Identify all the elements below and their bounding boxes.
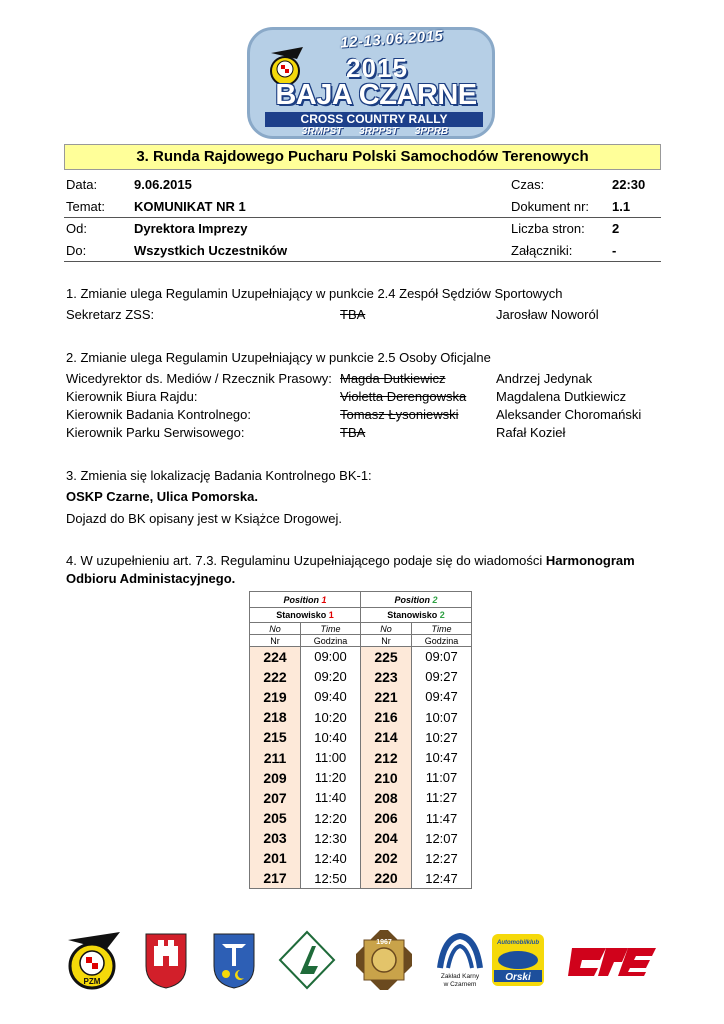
inspection-note: Dojazd do BK opisany jest w Książce Drogowej. bbox=[66, 511, 343, 526]
subject-label: Temat: bbox=[66, 199, 106, 214]
table-row: 205 12:20 206 11:47 bbox=[250, 808, 472, 828]
zaklad-line2: w Czarnem bbox=[443, 981, 477, 988]
official-row bbox=[66, 370, 666, 388]
section-1-row bbox=[66, 306, 666, 324]
section-4-bold: Harmonogram bbox=[545, 553, 635, 568]
doc-number-value: 1.1 bbox=[612, 199, 631, 214]
new-value: Aleksander Choromański bbox=[496, 407, 642, 422]
stanowisko-2-header: Stanowisko 2 bbox=[361, 608, 472, 623]
section-4-bold-line: Odbioru Administacyjnego. bbox=[66, 571, 236, 586]
table-row: 217 12:50 220 12:47 bbox=[250, 869, 472, 889]
time-value: 22:30 bbox=[612, 177, 646, 192]
pzm-text: PZM bbox=[83, 977, 101, 986]
divider bbox=[64, 261, 661, 262]
official-row bbox=[66, 406, 666, 424]
table-row: 224 09:00 225 09:07 bbox=[250, 647, 472, 667]
col-nr: Nr bbox=[361, 635, 412, 647]
col-no: No bbox=[361, 623, 412, 635]
meta-row-subject bbox=[64, 196, 661, 218]
inspection-location: OSKP Czarne, Ulica Pomorska. bbox=[66, 489, 258, 504]
logo-year: 2015 bbox=[346, 53, 408, 83]
old-value: Violetta Derengowska bbox=[340, 389, 467, 404]
section-2-heading: 2. Zmianie ulega Regulamin Uzupełniający w punkcie 2.5 Osoby Oficjalne bbox=[66, 350, 491, 365]
automobilklub-orski-icon bbox=[490, 930, 546, 990]
meta-row-date bbox=[64, 174, 661, 196]
official-row bbox=[66, 424, 666, 442]
table-row: 209 11:20 210 11:07 bbox=[250, 768, 472, 788]
section-4-plain: 4. W uzupełnieniu art. 7.3. Regulaminu Uzupełniającego podaje się do wiadomości bbox=[66, 553, 546, 568]
table-row: 201 12:40 202 12:27 bbox=[250, 848, 472, 868]
table-row: 207 11:40 208 11:27 bbox=[250, 788, 472, 808]
date-value: 9.06.2015 bbox=[134, 177, 192, 192]
section-4-text bbox=[66, 552, 635, 570]
role-label: Wicedyrektor ds. Mediów / Rzecznik Prasowy: bbox=[66, 371, 332, 386]
subject-value: KOMUNIKAT NR 1 bbox=[134, 199, 246, 214]
official-row bbox=[66, 388, 666, 406]
section-3-heading: 3. Zmienia się lokalizację Badania Kontrolnego BK-1: bbox=[66, 468, 372, 483]
ore-logo-icon bbox=[566, 930, 658, 990]
table-row: 218 10:20 216 10:07 bbox=[250, 707, 472, 727]
logo-rounds bbox=[267, 126, 483, 137]
to-label: Do: bbox=[66, 243, 87, 258]
role-label: Sekretarz ZSS: bbox=[66, 307, 155, 322]
logo-round-1: 3RMPST bbox=[301, 126, 343, 137]
to-value: Wszystkich Uczestników bbox=[134, 243, 288, 258]
zaklad-karny-icon bbox=[430, 930, 490, 990]
zaklad-line1: Zakład Karny bbox=[440, 973, 480, 980]
col-godzina: Godzina bbox=[412, 635, 472, 647]
auto-top-text: Automobilklub bbox=[497, 940, 539, 946]
coat-of-arms-2-icon bbox=[212, 930, 256, 990]
logo-name: BAJA CZARNE bbox=[275, 79, 477, 111]
table-row: 215 10:40 214 10:27 bbox=[250, 727, 472, 747]
logo-dates: 12-13.06.2015 bbox=[339, 27, 444, 52]
year-1967-text: 1967 bbox=[376, 939, 392, 946]
position-2-header: Position 2 bbox=[361, 592, 472, 608]
attachments-label: Załączniki: bbox=[511, 243, 573, 258]
new-value: Magdalena Dutkiewicz bbox=[496, 389, 627, 404]
role-label: Kierownik Biura Rajdu: bbox=[66, 389, 198, 404]
new-value: Andrzej Jedynak bbox=[496, 371, 593, 386]
page-title: 3. Runda Rajdowego Pucharu Polski Samochodów Terenowych bbox=[64, 144, 661, 170]
rally-logo bbox=[247, 27, 495, 139]
logo-round-3: 3PPRB bbox=[414, 126, 449, 137]
meta-row-to bbox=[64, 240, 661, 262]
old-value: TBA bbox=[340, 307, 366, 322]
old-value: TBA bbox=[340, 425, 366, 440]
pzm-logo-icon bbox=[66, 930, 122, 990]
role-label: Kierownik Badania Kontrolnego: bbox=[66, 407, 252, 422]
old-value: Magda Dutkiewicz bbox=[340, 371, 446, 386]
table-row: 219 09:40 221 09:47 bbox=[250, 687, 472, 707]
col-no: No bbox=[250, 623, 301, 635]
attachments-value: - bbox=[612, 243, 617, 258]
table-row: 211 11:00 212 10:47 bbox=[250, 747, 472, 767]
date-label: Data: bbox=[66, 177, 98, 192]
new-value: Rafał Kozieł bbox=[496, 425, 566, 440]
coat-of-arms-1-icon bbox=[144, 930, 188, 990]
col-time: Time bbox=[412, 623, 472, 635]
meta-row-from bbox=[64, 218, 661, 240]
position-1-header: Position 1 bbox=[250, 592, 361, 608]
logo-subtitle: CROSS COUNTRY RALLY bbox=[265, 112, 483, 127]
pages-label: Liczba stron: bbox=[511, 221, 585, 236]
section-1-heading: 1. Zmianie ulega Regulamin Uzupełniający w punkcie 2.4 Zespół Sędziów Sportowych bbox=[66, 286, 563, 301]
col-godzina: Godzina bbox=[301, 635, 361, 647]
new-value: Jarosław Noworól bbox=[496, 307, 599, 322]
logo-round-2: 3RPPST bbox=[359, 126, 399, 137]
lasy-panstwowe-icon bbox=[278, 930, 336, 990]
schedule-table bbox=[249, 591, 472, 889]
emblem-1967-icon bbox=[356, 930, 412, 990]
col-nr: Nr bbox=[250, 635, 301, 647]
col-time: Time bbox=[301, 623, 361, 635]
table-row: 222 09:20 223 09:27 bbox=[250, 667, 472, 687]
table-row: 203 12:30 204 12:07 bbox=[250, 828, 472, 848]
auto-name-text: Orski bbox=[505, 972, 531, 983]
old-value: Tomasz Łysoniewski bbox=[340, 407, 459, 422]
role-label: Kierownik Parku Serwisowego: bbox=[66, 425, 245, 440]
stanowisko-1-header: Stanowisko 1 bbox=[250, 608, 361, 623]
sponsor-logos bbox=[66, 930, 658, 990]
doc-number-label: Dokument nr: bbox=[511, 199, 590, 214]
from-label: Od: bbox=[66, 221, 87, 236]
pages-value: 2 bbox=[612, 221, 620, 236]
time-label: Czas: bbox=[511, 177, 545, 192]
from-value: Dyrektora Imprezy bbox=[134, 221, 248, 236]
